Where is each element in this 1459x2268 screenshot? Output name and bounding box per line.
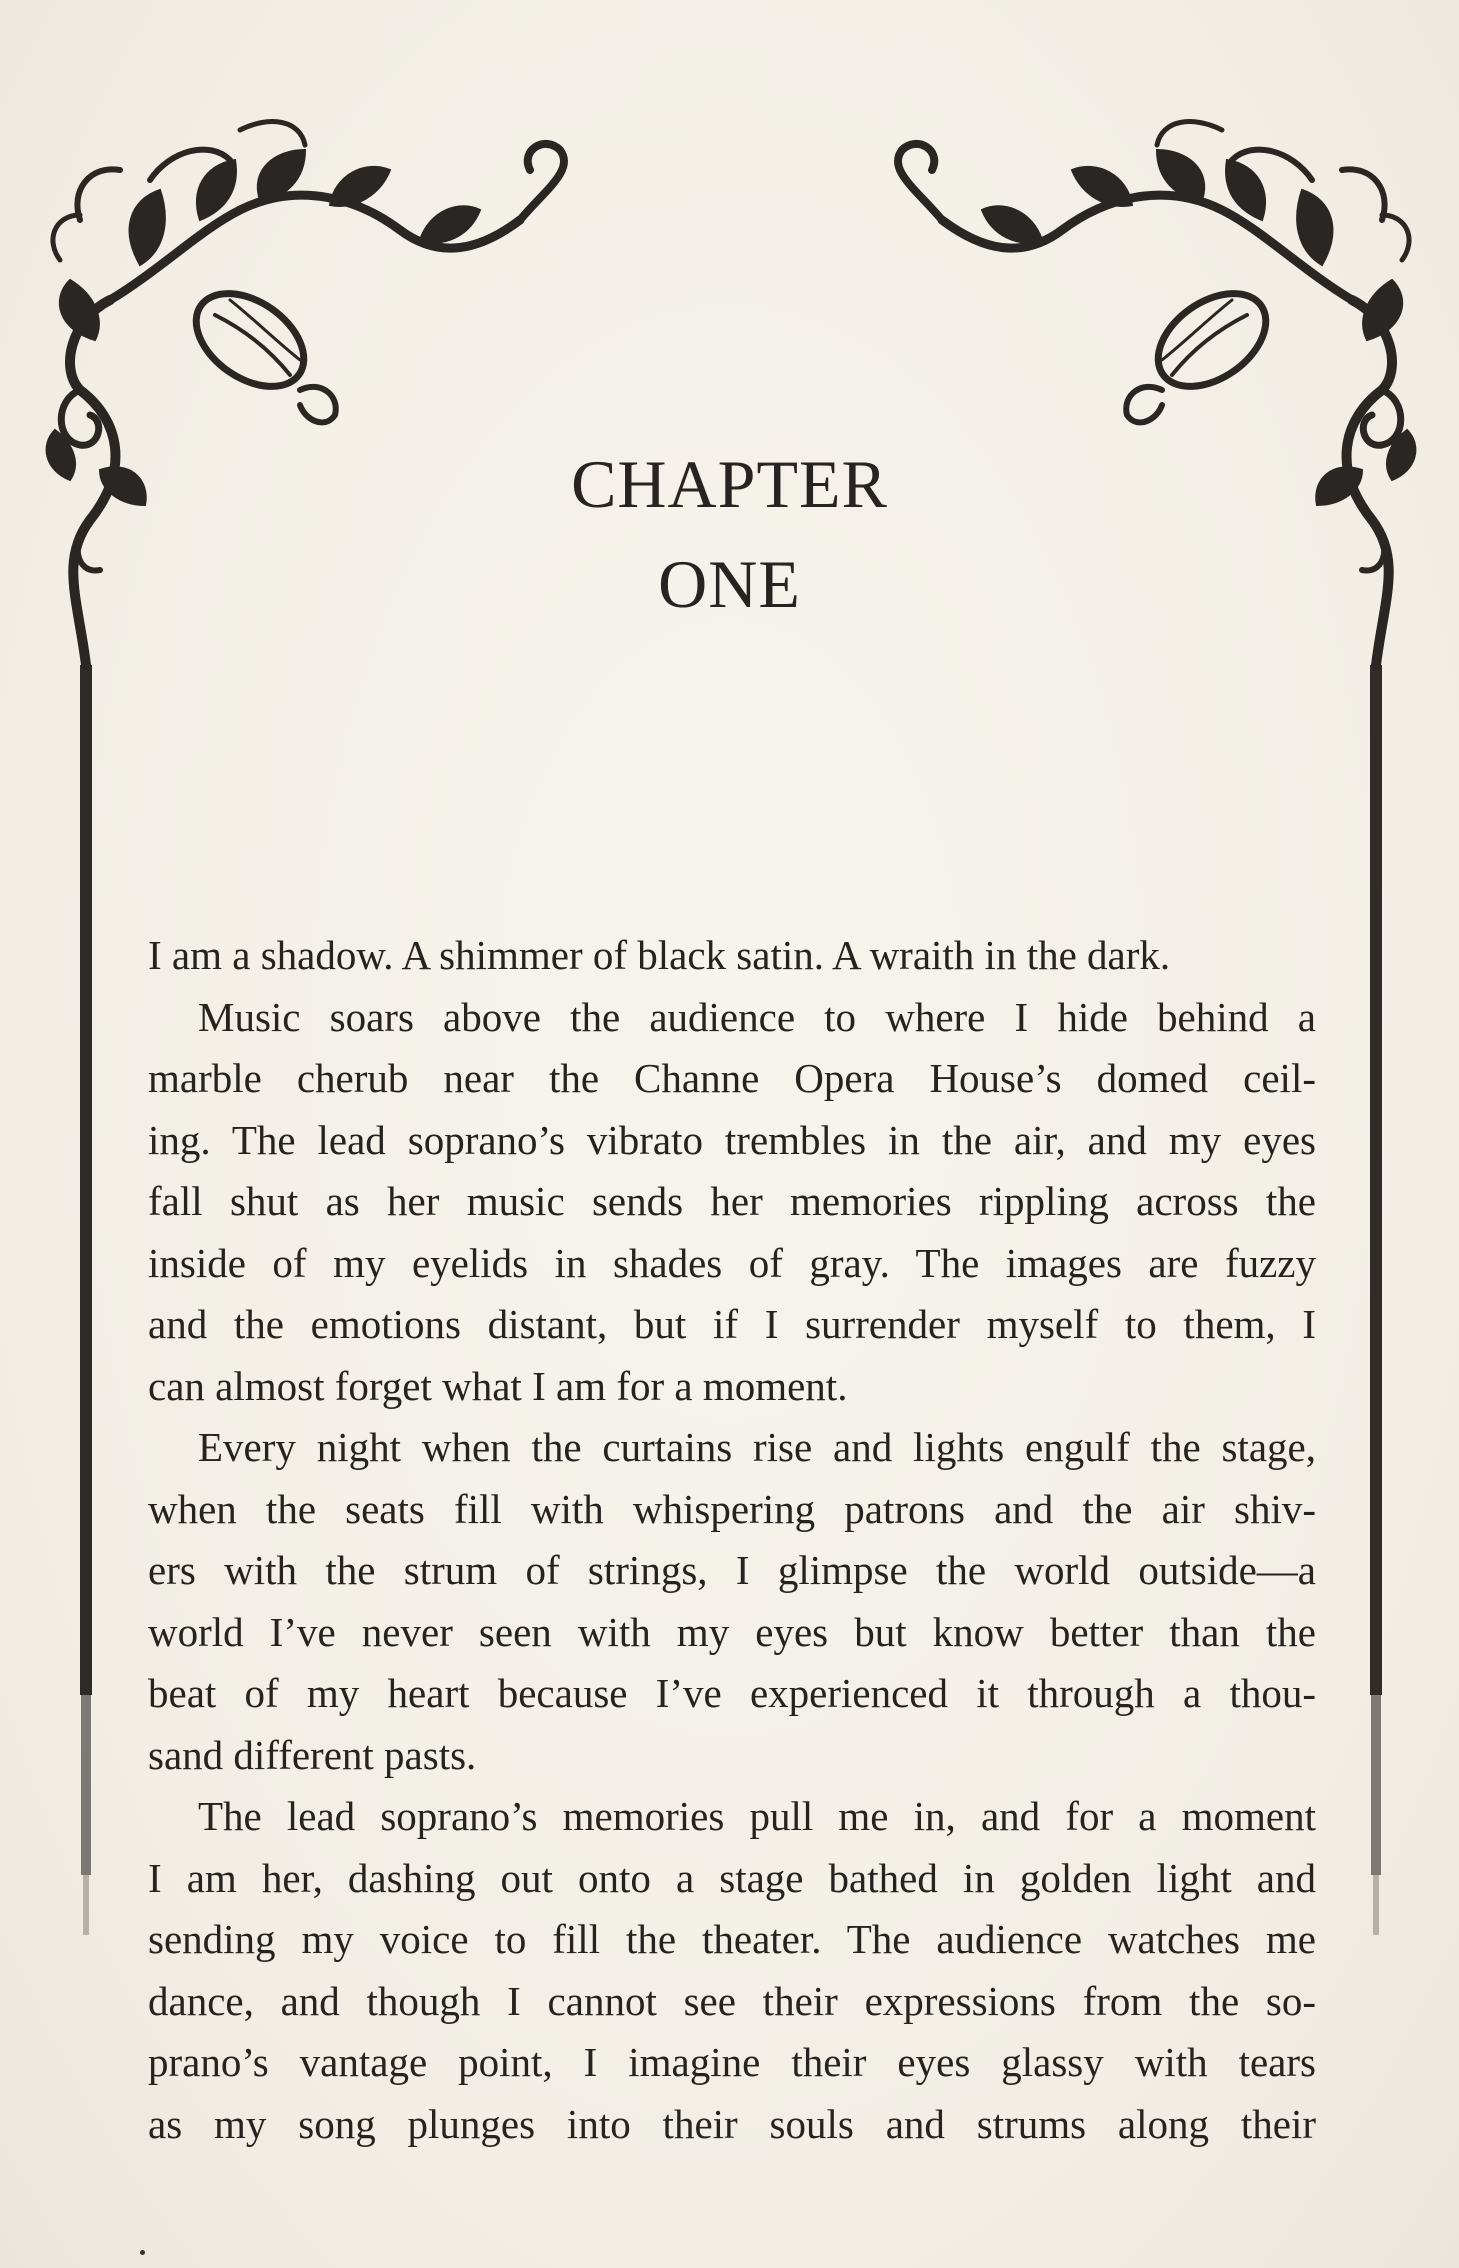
text-line: as my song plunges into their souls and strums along their [148,2100,1316,2147]
text-line: and the emotions distant, but if I surrender myself to them, I [148,1301,1316,1347]
text-line: sand different pasts. [148,1731,477,1778]
text-line: Every night when the curtains rise and lights engulf the stage, [198,1424,1316,1470]
text-line: ers with the strum of strings, I glimpse the world outside—a [148,1547,1316,1593]
text-line: The lead soprano’s memories pull me in, and for a moment [198,1793,1316,1839]
right-border-rule [1370,665,1382,1935]
chapter-number: ONE [658,546,801,622]
left-border-rule [80,665,92,1935]
text-line: I am a shadow. A shimmer of black satin. A wraith in the dark. [148,932,1171,978]
text-line: marble cherub near the Channe Opera House’s domed ceil- [148,1055,1316,1101]
chapter-heading: CHAPTER [571,446,888,522]
text-line: inside of my eyelids in shades of gray. The images are fuzzy [148,1239,1316,1286]
text-line: fall shut as her music sends her memories rippling across the [148,1178,1316,1224]
chapter-body-text [148,925,1316,2155]
text-line: sending my voice to fill the theater. The audience watches me [148,1916,1316,1962]
text-line: dance, and though I cannot see their expressions from the so- [148,1977,1316,2024]
text-line: ing. The lead soprano’s vibrato trembles in the air, and my eyes [148,1116,1316,1163]
text-line: Music soars above the audience to where I hide behind a [198,993,1316,1040]
text-line: when the seats fill with whispering patrons and the air shiv- [148,1485,1316,1532]
text-line: can almost forget what I am for a moment. [148,1362,848,1409]
ink-speck [140,2250,145,2255]
text-line: I am her, dashing out onto a stage bathed in golden light and [148,1854,1316,1901]
text-line: world I’ve never seen with my eyes but know better than the [148,1608,1316,1655]
text-line: beat of my heart because I’ve experienced it through a thou- [148,1670,1316,1716]
text-line: prano’s vantage point, I imagine their eyes glassy with tears [148,2039,1316,2085]
